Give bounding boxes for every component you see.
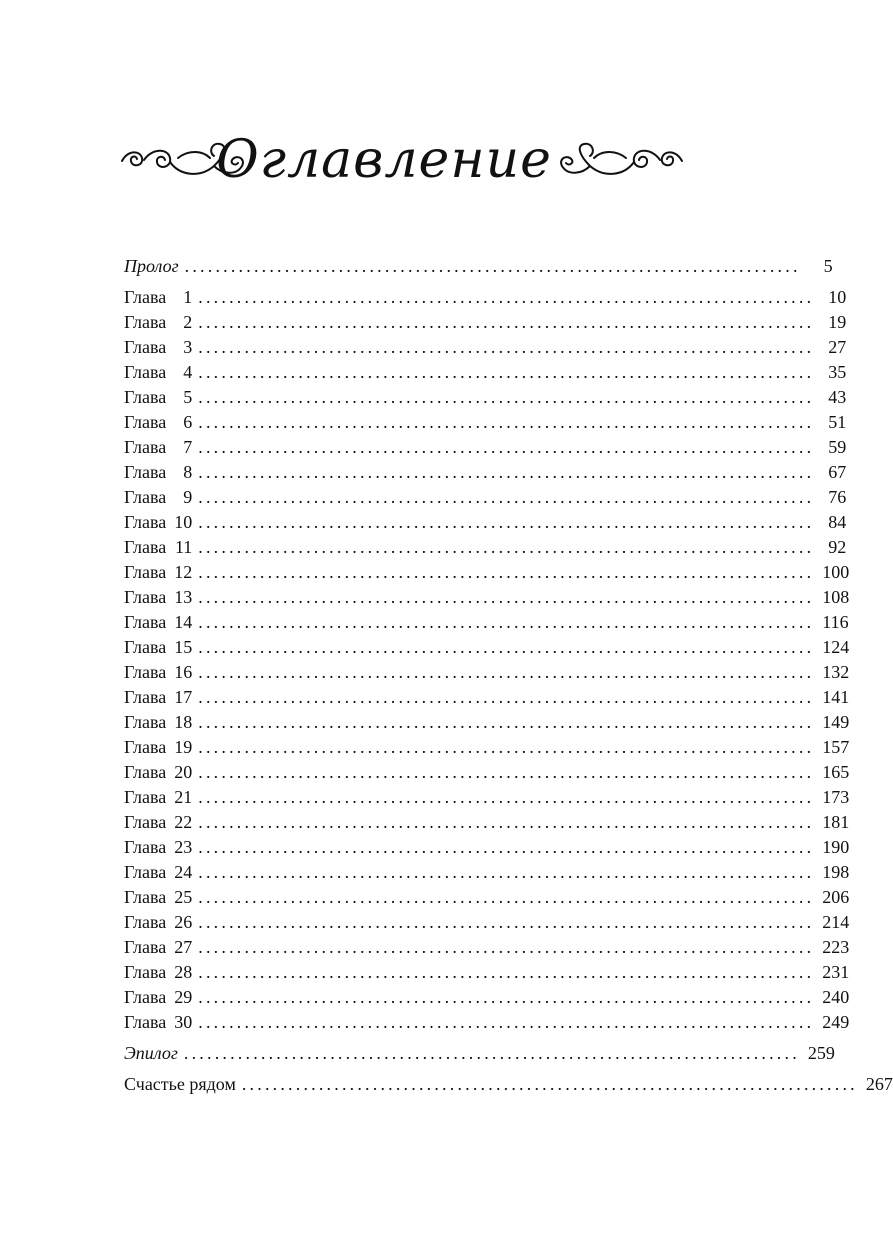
chapter-number: 3 [183,337,193,357]
toc-label-chapter [124,860,192,885]
chapter-number: 12 [174,562,193,582]
toc-row-chapter[interactable] [124,910,850,935]
chapter-number: 4 [183,362,193,382]
toc-row-chapter[interactable] [124,535,847,560]
toc-label-chapter [124,735,192,760]
toc-label-chapter [124,535,192,560]
chapter-word: Глава [124,662,167,682]
dot-leader: ................................................................................ [184,256,801,276]
toc-row-epilogue[interactable] [124,1041,835,1066]
chapter-word: Глава [124,437,167,457]
toc-page-chapter: 165 [822,762,850,782]
dot-leader: ................................................................................ [198,487,815,507]
chapter-word: Глава [124,462,167,482]
chapter-word: Глава [124,312,167,332]
toc-label-chapter [124,410,192,435]
dot-leader: ................................................................................ [198,862,815,882]
toc-label-chapter [124,910,192,935]
dot-leader: ................................................................................ [198,537,815,557]
toc-row-chapter[interactable] [124,635,850,660]
toc-row-chapter[interactable] [124,735,850,760]
toc-page-chapter: 10 [828,287,847,307]
toc-label-chapter [124,985,192,1010]
chapter-number: 20 [174,762,193,782]
dot-leader: ................................................................................ [198,512,815,532]
chapter-word: Глава [124,737,167,757]
toc-row-chapter[interactable] [124,985,850,1010]
toc-page-chapter: 132 [822,662,850,682]
chapter-number: 8 [183,462,193,482]
toc-label-chapter [124,310,192,335]
dot-leader: ................................................................................ [198,737,815,757]
toc-page-chapter: 240 [822,987,850,1007]
chapter-number: 14 [174,612,193,632]
chapter-number: 24 [174,862,193,882]
toc-page-chapter: 157 [822,737,850,757]
toc-page-chapter: 173 [822,787,850,807]
dot-leader: ................................................................................ [198,287,815,307]
chapter-word: Глава [124,1012,167,1032]
chapter-number: 27 [174,937,193,957]
dot-leader: ................................................................................ [198,912,815,932]
table-of-contents [124,254,893,1097]
dot-leader: ................................................................................ [198,562,815,582]
toc-row-chapter[interactable] [124,410,847,435]
toc-page-chapter: 198 [822,862,850,882]
chapter-number: 30 [174,1012,193,1032]
chapter-word: Глава [124,912,167,932]
dot-leader: ................................................................................ [198,712,815,732]
chapter-list [124,285,850,1035]
toc-page-chapter: 181 [822,812,850,832]
chapter-number: 1 [183,287,193,307]
dot-leader: ................................................................................ [198,937,815,957]
chapter-word: Глава [124,862,167,882]
toc-label-chapter [124,385,192,410]
toc-label-chapter [124,610,192,635]
toc-page-chapter: 35 [828,362,847,382]
toc-row-chapter[interactable] [124,360,847,385]
dot-leader: ................................................................................ [198,687,815,707]
dot-leader: ................................................................................ [198,787,815,807]
toc-label-chapter [124,285,192,310]
toc-label-epilogue: Эпилог [124,1043,178,1063]
toc-row-chapter[interactable] [124,710,850,735]
toc-page-chapter: 59 [828,437,847,457]
toc-page-chapter: 84 [828,512,847,532]
chapter-number: 11 [174,537,193,557]
toc-page-chapter: 206 [822,887,850,907]
toc-page-chapter: 141 [822,687,850,707]
chapter-word: Глава [124,787,167,807]
toc-label-chapter [124,1010,192,1035]
chapter-number: 13 [174,587,193,607]
chapter-number: 6 [183,412,193,432]
toc-row-chapter[interactable] [124,460,847,485]
dot-leader: ................................................................................ [198,812,815,832]
toc-row-chapter[interactable] [124,960,850,985]
toc-row-chapter[interactable] [124,760,850,785]
chapter-word: Глава [124,887,167,907]
dot-leader: ................................................................................ [198,612,815,632]
toc-label-prologue: Пролог [124,256,179,276]
chapter-word: Глава [124,412,167,432]
chapter-number: 25 [174,887,193,907]
toc-label-chapter [124,585,192,610]
dot-leader: ................................................................................ [198,362,815,382]
toc-page-chapter: 190 [822,837,850,857]
chapter-number: 2 [183,312,193,332]
toc-label-chapter [124,685,192,710]
chapter-number: 15 [174,637,193,657]
dot-leader: ................................................................................ [198,337,815,357]
toc-page-chapter: 51 [828,412,847,432]
chapter-word: Глава [124,837,167,857]
toc-row-chapter[interactable] [124,660,850,685]
dot-leader: ................................................................................ [198,762,815,782]
toc-label-chapter [124,460,192,485]
toc-row-chapter[interactable] [124,885,850,910]
chapter-number: 17 [174,687,193,707]
toc-label-chapter [124,485,192,510]
toc-label-chapter [124,660,192,685]
toc-row-chapter[interactable] [124,835,850,860]
dot-leader: ................................................................................ [198,987,815,1007]
dot-leader: ................................................................................ [198,637,815,657]
chapter-number: 26 [174,912,193,932]
toc-page-chapter: 76 [828,487,847,507]
toc-page-chapter: 67 [828,462,847,482]
page-header [0,118,768,208]
chapter-number: 7 [183,437,193,457]
toc-page-bonus: 267 [865,1074,893,1094]
toc-label-chapter [124,360,192,385]
dot-leader: ................................................................................ [198,887,815,907]
chapter-word: Глава [124,387,167,407]
toc-page-chapter: 223 [822,937,850,957]
dot-leader: ................................................................................ [198,412,815,432]
dot-leader: ................................................................................ [198,312,815,332]
dot-leader: ................................................................................ [198,587,815,607]
chapter-number: 21 [174,787,193,807]
chapter-word: Глава [124,812,167,832]
toc-row-chapter[interactable] [124,510,847,535]
chapter-word: Глава [124,762,167,782]
dot-leader: ................................................................................ [198,1012,815,1032]
toc-label-chapter [124,810,192,835]
toc-row-chapter[interactable] [124,435,847,460]
chapter-number: 19 [174,737,193,757]
toc-label-chapter [124,835,192,860]
chapter-number: 22 [174,812,193,832]
toc-label-chapter [124,885,192,910]
chapter-number: 5 [183,387,193,407]
chapter-word: Глава [124,987,167,1007]
toc-row-chapter[interactable] [124,285,847,310]
toc-page-chapter: 19 [828,312,847,332]
toc-row-chapter[interactable] [124,610,849,635]
toc-label-chapter [124,335,192,360]
chapter-word: Глава [124,712,167,732]
toc-page-chapter: 149 [822,712,850,732]
page-title: Оглавление [216,130,552,190]
toc-page-chapter: 108 [822,587,850,607]
toc-page-epilogue: 259 [807,1043,835,1063]
chapter-number: 10 [174,512,193,532]
dot-leader: ................................................................................ [198,387,815,407]
dot-leader: ................................................................................ [198,462,815,482]
dot-leader: ................................................................................ [198,437,815,457]
chapter-word: Глава [124,362,167,382]
chapter-word: Глава [124,637,167,657]
toc-row-chapter[interactable] [124,385,847,410]
chapter-number: 16 [174,662,193,682]
chapter-word: Глава [124,962,167,982]
toc-label-chapter [124,785,192,810]
toc-row-chapter[interactable] [124,860,850,885]
toc-page-chapter: 116 [822,612,849,632]
toc-page-prologue: 5 [823,256,833,276]
chapter-word: Глава [124,612,167,632]
toc-label-chapter [124,435,192,460]
chapter-word: Глава [124,937,167,957]
toc-row-chapter[interactable] [124,335,847,360]
toc-label-chapter [124,510,192,535]
toc-page-chapter: 92 [828,537,847,557]
chapter-number: 18 [174,712,193,732]
toc-page-chapter: 249 [822,1012,850,1032]
dot-leader: ................................................................................ [241,1074,858,1094]
chapter-word: Глава [124,687,167,707]
dot-leader: ................................................................................ [183,1043,800,1063]
toc-page-chapter: 100 [822,562,850,582]
right-flourish-ornament [556,136,686,186]
toc-label-chapter [124,760,192,785]
toc-label-chapter [124,635,192,660]
chapter-number: 29 [174,987,193,1007]
toc-row-chapter[interactable] [124,485,847,510]
toc-label-bonus: Счастье рядом [124,1074,236,1094]
toc-row-chapter[interactable] [124,810,850,835]
toc-label-chapter [124,935,192,960]
toc-row-chapter[interactable] [124,935,850,960]
toc-page-chapter: 43 [828,387,847,407]
chapter-word: Глава [124,587,167,607]
toc-row-chapter[interactable] [124,310,847,335]
toc-page-chapter: 214 [822,912,850,932]
chapter-word: Глава [124,537,167,557]
toc-row-chapter[interactable] [124,785,850,810]
toc-row-bonus[interactable] [124,1072,893,1097]
toc-row-chapter[interactable] [124,585,850,610]
toc-label-chapter [124,710,192,735]
chapter-word: Глава [124,512,167,532]
toc-label-chapter [124,560,192,585]
chapter-word: Глава [124,337,167,357]
dot-leader: ................................................................................ [198,962,815,982]
chapter-number: 23 [174,837,193,857]
toc-page-chapter: 231 [822,962,850,982]
toc-row-prologue[interactable] [124,254,833,279]
dot-leader: ................................................................................ [198,662,815,682]
chapter-number: 28 [174,962,193,982]
toc-row-chapter[interactable] [124,1010,850,1035]
dot-leader: ................................................................................ [198,837,815,857]
chapter-number: 9 [183,487,193,507]
toc-page-chapter: 124 [822,637,850,657]
chapter-word: Глава [124,287,167,307]
chapter-word: Глава [124,562,167,582]
toc-label-chapter [124,960,192,985]
toc-page-chapter: 27 [828,337,847,357]
toc-row-chapter[interactable] [124,560,850,585]
toc-row-chapter[interactable] [124,685,850,710]
chapter-word: Глава [124,487,167,507]
